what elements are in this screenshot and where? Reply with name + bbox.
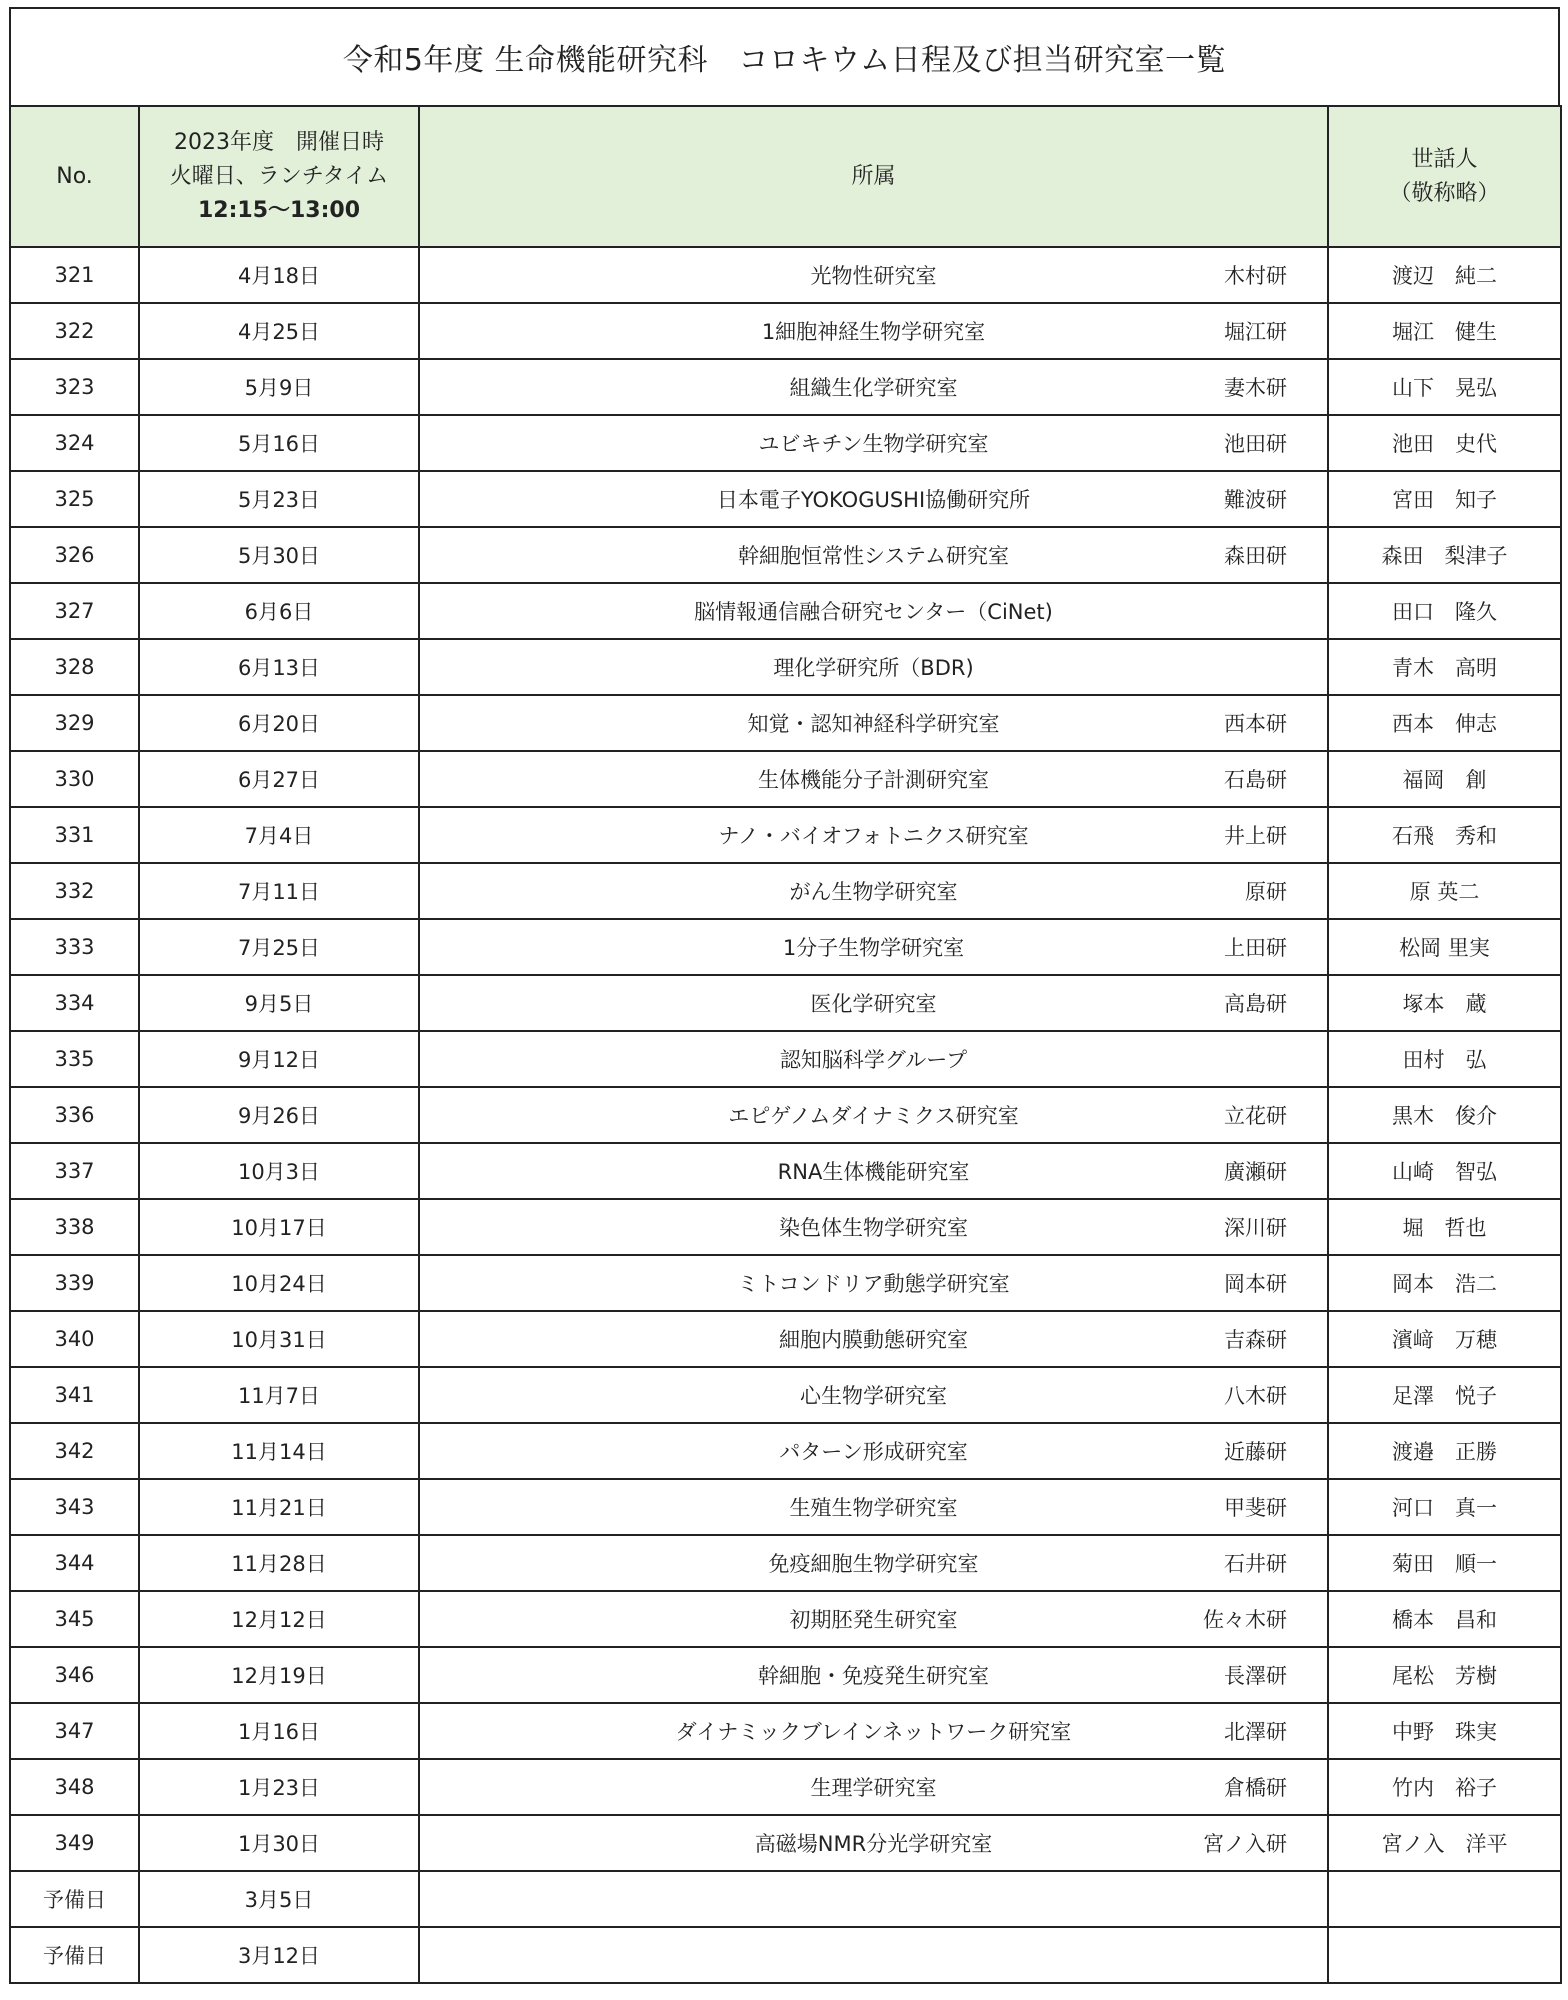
table-row bbox=[10, 471, 1561, 527]
cell-host: 渡辺 純二 bbox=[1328, 247, 1561, 303]
table-row bbox=[10, 1311, 1561, 1367]
table-row bbox=[10, 807, 1561, 863]
cell-affiliation bbox=[419, 1143, 1328, 1199]
table-row bbox=[10, 1927, 1561, 1983]
table-row bbox=[10, 1591, 1561, 1647]
cell-date: 12月19日 bbox=[139, 1647, 419, 1703]
cell-host: 菊田 順一 bbox=[1328, 1535, 1561, 1591]
cell-affiliation bbox=[419, 1479, 1328, 1535]
cell-date: 10月24日 bbox=[139, 1255, 419, 1311]
affiliation-name: 組織生化学研究室 bbox=[789, 376, 958, 400]
cell-host: 田口 隆久 bbox=[1328, 583, 1561, 639]
cell-affiliation bbox=[419, 1591, 1328, 1647]
table-row bbox=[10, 1535, 1561, 1591]
cell-date: 10月3日 bbox=[139, 1143, 419, 1199]
cell-date: 10月17日 bbox=[139, 1199, 419, 1255]
cell-affiliation bbox=[419, 247, 1328, 303]
header-no: No. bbox=[10, 106, 139, 247]
cell-host: 山下 晃弘 bbox=[1328, 359, 1561, 415]
cell-no: 336 bbox=[10, 1087, 139, 1143]
cell-date: 7月25日 bbox=[139, 919, 419, 975]
table-row bbox=[10, 1087, 1561, 1143]
table-row bbox=[10, 863, 1561, 919]
cell-date: 5月16日 bbox=[139, 415, 419, 471]
table-row bbox=[10, 1255, 1561, 1311]
cell-host: 宮田 知子 bbox=[1328, 471, 1561, 527]
cell-affiliation bbox=[419, 1199, 1328, 1255]
cell-no: 335 bbox=[10, 1031, 139, 1087]
cell-affiliation bbox=[419, 1703, 1328, 1759]
lab-name: 森田研 bbox=[1224, 544, 1287, 568]
cell-no: 337 bbox=[10, 1143, 139, 1199]
cell-affiliation bbox=[419, 975, 1328, 1031]
cell-affiliation bbox=[419, 1311, 1328, 1367]
lab-name: 甲斐研 bbox=[1224, 1496, 1287, 1520]
cell-host: 青木 高明 bbox=[1328, 639, 1561, 695]
cell-date: 5月23日 bbox=[139, 471, 419, 527]
affiliation-name: 高磁場NMR分光学研究室 bbox=[754, 1832, 993, 1856]
affiliation-name: 生理学研究室 bbox=[810, 1776, 937, 1800]
affiliation-name: パターン形成研究室 bbox=[779, 1440, 968, 1464]
cell-host: 田村 弘 bbox=[1328, 1031, 1561, 1087]
cell-date: 6月6日 bbox=[139, 583, 419, 639]
cell-affiliation bbox=[419, 919, 1328, 975]
table-row bbox=[10, 303, 1561, 359]
table-row bbox=[10, 639, 1561, 695]
affiliation-name: ダイナミックブレインネットワーク研究室 bbox=[675, 1720, 1072, 1744]
table-row bbox=[10, 247, 1561, 303]
header-date-time: 12:15～13:00 bbox=[197, 197, 361, 223]
cell-affiliation bbox=[419, 415, 1328, 471]
affiliation-name: エピゲノムダイナミクス研究室 bbox=[728, 1104, 1019, 1128]
cell-affiliation bbox=[419, 1423, 1328, 1479]
cell-date: 5月30日 bbox=[139, 527, 419, 583]
table-row bbox=[10, 975, 1561, 1031]
lab-name: 岡本研 bbox=[1224, 1272, 1287, 1296]
cell-affiliation bbox=[419, 751, 1328, 807]
cell-no: 333 bbox=[10, 919, 139, 975]
lab-name: 井上研 bbox=[1224, 824, 1287, 848]
cell-host: 原 英二 bbox=[1328, 863, 1561, 919]
cell-host: 塚本 蔵 bbox=[1328, 975, 1561, 1031]
cell-host: 竹内 裕子 bbox=[1328, 1759, 1561, 1815]
cell-no: 342 bbox=[10, 1423, 139, 1479]
cell-date: 12月12日 bbox=[139, 1591, 419, 1647]
cell-affiliation bbox=[419, 1815, 1328, 1871]
table-row bbox=[10, 1759, 1561, 1815]
table-row bbox=[10, 695, 1561, 751]
affiliation-name: 脳情報通信融合研究センター（CiNet) bbox=[694, 600, 1053, 624]
cell-no: 340 bbox=[10, 1311, 139, 1367]
cell-no: 348 bbox=[10, 1759, 139, 1815]
cell-date: 10月31日 bbox=[139, 1311, 419, 1367]
cell-no: 346 bbox=[10, 1647, 139, 1703]
table-row bbox=[10, 1815, 1561, 1871]
cell-affiliation bbox=[419, 1647, 1328, 1703]
cell-host: 福岡 創 bbox=[1328, 751, 1561, 807]
header-affiliation: 所属 bbox=[419, 106, 1328, 247]
table-row bbox=[10, 1031, 1561, 1087]
cell-host: 黒木 俊介 bbox=[1328, 1087, 1561, 1143]
lab-name: 佐々木研 bbox=[1203, 1608, 1287, 1632]
cell-date: 5月9日 bbox=[139, 359, 419, 415]
cell-no: 330 bbox=[10, 751, 139, 807]
cell-no: 326 bbox=[10, 527, 139, 583]
lab-name: 立花研 bbox=[1224, 1104, 1287, 1128]
cell-host: 濱﨑 万穂 bbox=[1328, 1311, 1561, 1367]
cell-no: 341 bbox=[10, 1367, 139, 1423]
cell-no: 347 bbox=[10, 1703, 139, 1759]
cell-host: 池田 史代 bbox=[1328, 415, 1561, 471]
cell-no: 344 bbox=[10, 1535, 139, 1591]
cell-affiliation bbox=[419, 863, 1328, 919]
affiliation-name: ユビキチン生物学研究室 bbox=[758, 432, 989, 456]
affiliation-name: 1分子生物学研究室 bbox=[782, 936, 965, 960]
table-row bbox=[10, 1143, 1561, 1199]
lab-name: 石島研 bbox=[1224, 768, 1287, 792]
header-host-line1: 世話人 bbox=[1411, 146, 1478, 172]
table-row bbox=[10, 1479, 1561, 1535]
lab-name: 木村研 bbox=[1224, 264, 1287, 288]
cell-no: 331 bbox=[10, 807, 139, 863]
table-row bbox=[10, 1199, 1561, 1255]
table-body bbox=[10, 247, 1561, 1983]
affiliation-name: 幹細胞・免疫発生研究室 bbox=[758, 1664, 989, 1688]
table-row bbox=[10, 359, 1561, 415]
cell-affiliation bbox=[419, 807, 1328, 863]
cell-affiliation bbox=[419, 1087, 1328, 1143]
lab-name: 上田研 bbox=[1224, 936, 1287, 960]
affiliation-name: ナノ・バイオフォトニクス研究室 bbox=[718, 824, 1029, 848]
cell-date: 1月23日 bbox=[139, 1759, 419, 1815]
lab-name: 堀江研 bbox=[1224, 320, 1287, 344]
affiliation-name: 認知脳科学グループ bbox=[779, 1048, 968, 1072]
lab-name: 高島研 bbox=[1224, 992, 1287, 1016]
lab-name: 近藤研 bbox=[1224, 1440, 1287, 1464]
table-row bbox=[10, 1367, 1561, 1423]
cell-host: 足澤 悦子 bbox=[1328, 1367, 1561, 1423]
cell-host: 尾松 芳樹 bbox=[1328, 1647, 1561, 1703]
cell-date: 1月16日 bbox=[139, 1703, 419, 1759]
table-row bbox=[10, 1871, 1561, 1927]
table-row bbox=[10, 1423, 1561, 1479]
affiliation-name: RNA生体機能研究室 bbox=[777, 1160, 970, 1184]
cell-host: 石飛 秀和 bbox=[1328, 807, 1561, 863]
affiliation-name: がん生物学研究室 bbox=[789, 880, 958, 904]
cell-affiliation bbox=[419, 1255, 1328, 1311]
cell-affiliation bbox=[419, 639, 1328, 695]
cell-no: 343 bbox=[10, 1479, 139, 1535]
cell-host: 西本 伸志 bbox=[1328, 695, 1561, 751]
cell-no: 323 bbox=[10, 359, 139, 415]
cell-no: 324 bbox=[10, 415, 139, 471]
cell-date: 9月26日 bbox=[139, 1087, 419, 1143]
cell-affiliation bbox=[419, 1871, 1328, 1927]
table-row bbox=[10, 583, 1561, 639]
cell-date: 9月12日 bbox=[139, 1031, 419, 1087]
affiliation-name: 光物性研究室 bbox=[810, 264, 937, 288]
cell-affiliation bbox=[419, 1031, 1328, 1087]
affiliation-name: 心生物学研究室 bbox=[800, 1384, 947, 1408]
table-row bbox=[10, 1647, 1561, 1703]
lab-name: 宮ノ入研 bbox=[1203, 1832, 1287, 1856]
lab-name: 原研 bbox=[1245, 880, 1287, 904]
cell-no: 328 bbox=[10, 639, 139, 695]
cell-date: 11月28日 bbox=[139, 1535, 419, 1591]
cell-host: 森田 梨津子 bbox=[1328, 527, 1561, 583]
cell-date: 1月30日 bbox=[139, 1815, 419, 1871]
cell-no: 予備日 bbox=[10, 1927, 139, 1983]
cell-no: 325 bbox=[10, 471, 139, 527]
cell-host: 堀江 健生 bbox=[1328, 303, 1561, 359]
cell-host: 堀 哲也 bbox=[1328, 1199, 1561, 1255]
affiliation-name: 知覚・認知神経科学研究室 bbox=[747, 712, 1000, 736]
affiliation-name: 1細胞神経生物学研究室 bbox=[761, 320, 986, 344]
cell-no: 345 bbox=[10, 1591, 139, 1647]
cell-affiliation bbox=[419, 303, 1328, 359]
affiliation-name: 理化学研究所（BDR) bbox=[773, 656, 974, 680]
table-row bbox=[10, 751, 1561, 807]
cell-no: 334 bbox=[10, 975, 139, 1031]
cell-affiliation bbox=[419, 471, 1328, 527]
affiliation-name: 生殖生物学研究室 bbox=[789, 1496, 958, 1520]
cell-date: 3月5日 bbox=[139, 1871, 419, 1927]
cell-host: 山崎 智弘 bbox=[1328, 1143, 1561, 1199]
cell-host: 岡本 浩二 bbox=[1328, 1255, 1561, 1311]
lab-name: 妻木研 bbox=[1224, 376, 1287, 400]
lab-name: 西本研 bbox=[1224, 712, 1287, 736]
colloquium-schedule-sheet bbox=[9, 7, 1560, 1984]
cell-date: 7月4日 bbox=[139, 807, 419, 863]
affiliation-name: 日本電子YOKOGUSHI協働研究所 bbox=[716, 488, 1031, 512]
affiliation-name: 免疫細胞生物学研究室 bbox=[768, 1552, 979, 1576]
cell-host: 渡邉 正勝 bbox=[1328, 1423, 1561, 1479]
lab-name: 八木研 bbox=[1224, 1384, 1287, 1408]
table-row bbox=[10, 919, 1561, 975]
header-host bbox=[1328, 106, 1561, 247]
schedule-table bbox=[9, 105, 1562, 1984]
cell-date: 6月20日 bbox=[139, 695, 419, 751]
cell-date: 4月18日 bbox=[139, 247, 419, 303]
lab-name: 北澤研 bbox=[1224, 1720, 1287, 1744]
cell-host: 河口 真一 bbox=[1328, 1479, 1561, 1535]
affiliation-name: 生体機能分子計測研究室 bbox=[758, 768, 989, 792]
header-date bbox=[139, 106, 419, 247]
lab-name: 難波研 bbox=[1224, 488, 1287, 512]
page-title: 令和5年度 生命機能研究科 コロキウム日程及び担当研究室一覧 bbox=[9, 7, 1560, 105]
affiliation-name: 初期胚発生研究室 bbox=[789, 1608, 958, 1632]
cell-host bbox=[1328, 1927, 1561, 1983]
cell-affiliation bbox=[419, 527, 1328, 583]
cell-date: 11月7日 bbox=[139, 1367, 419, 1423]
cell-affiliation bbox=[419, 1535, 1328, 1591]
affiliation-name: 医化学研究室 bbox=[810, 992, 937, 1016]
cell-host: 宮ノ入 洋平 bbox=[1328, 1815, 1561, 1871]
table-row bbox=[10, 527, 1561, 583]
cell-date: 9月5日 bbox=[139, 975, 419, 1031]
cell-no: 予備日 bbox=[10, 1871, 139, 1927]
cell-no: 332 bbox=[10, 863, 139, 919]
cell-date: 11月21日 bbox=[139, 1479, 419, 1535]
cell-date: 3月12日 bbox=[139, 1927, 419, 1983]
table-row bbox=[10, 1703, 1561, 1759]
cell-affiliation bbox=[419, 359, 1328, 415]
cell-date: 6月13日 bbox=[139, 639, 419, 695]
cell-date: 6月27日 bbox=[139, 751, 419, 807]
cell-affiliation bbox=[419, 583, 1328, 639]
cell-affiliation bbox=[419, 695, 1328, 751]
cell-host: 松岡 里実 bbox=[1328, 919, 1561, 975]
cell-date: 11月14日 bbox=[139, 1423, 419, 1479]
header-date-line2: 火曜日、ランチタイム bbox=[169, 163, 389, 189]
lab-name: 池田研 bbox=[1224, 432, 1287, 456]
lab-name: 吉森研 bbox=[1224, 1328, 1287, 1352]
cell-affiliation bbox=[419, 1759, 1328, 1815]
cell-host: 橋本 昌和 bbox=[1328, 1591, 1561, 1647]
lab-name: 石井研 bbox=[1224, 1552, 1287, 1576]
affiliation-name: 幹細胞恒常性システム研究室 bbox=[738, 544, 1009, 568]
cell-no: 339 bbox=[10, 1255, 139, 1311]
table-row bbox=[10, 415, 1561, 471]
cell-no: 338 bbox=[10, 1199, 139, 1255]
lab-name: 長澤研 bbox=[1224, 1664, 1287, 1688]
cell-host: 中野 珠実 bbox=[1328, 1703, 1561, 1759]
cell-affiliation bbox=[419, 1927, 1328, 1983]
cell-date: 4月25日 bbox=[139, 303, 419, 359]
cell-affiliation bbox=[419, 1367, 1328, 1423]
lab-name: 倉橋研 bbox=[1224, 1776, 1287, 1800]
cell-no: 327 bbox=[10, 583, 139, 639]
affiliation-name: 染色体生物学研究室 bbox=[779, 1216, 968, 1240]
cell-no: 349 bbox=[10, 1815, 139, 1871]
cell-no: 329 bbox=[10, 695, 139, 751]
cell-no: 322 bbox=[10, 303, 139, 359]
lab-name: 深川研 bbox=[1224, 1216, 1287, 1240]
lab-name: 廣瀬研 bbox=[1224, 1160, 1287, 1184]
header-host-line2: （敬称略） bbox=[1389, 180, 1500, 206]
table-header bbox=[10, 106, 1561, 247]
cell-date: 7月11日 bbox=[139, 863, 419, 919]
header-date-line1: 2023年度 開催日時 bbox=[174, 129, 384, 155]
cell-host bbox=[1328, 1871, 1561, 1927]
affiliation-name: 細胞内膜動態研究室 bbox=[779, 1328, 968, 1352]
cell-no: 321 bbox=[10, 247, 139, 303]
affiliation-name: ミトコンドリア動態学研究室 bbox=[737, 1272, 1010, 1296]
